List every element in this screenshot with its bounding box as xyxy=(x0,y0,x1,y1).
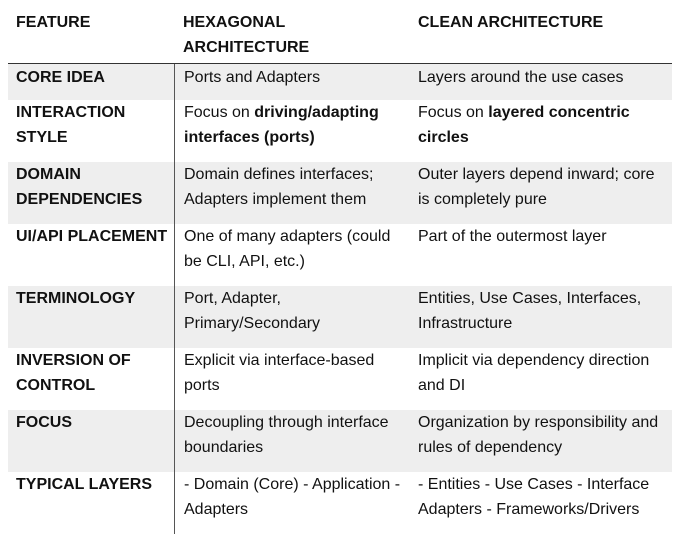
clean-cell: Part of the outermost layer xyxy=(418,228,607,245)
hexagonal-cell: - Domain (Core) - Application - Adapters xyxy=(174,472,409,534)
table-row xyxy=(8,410,672,472)
hexagonal-cell: Ports and Adapters xyxy=(174,64,409,100)
hexagonal-cell: Port, Adapter, Primary/Secondary xyxy=(174,286,409,348)
feature-cell: INVERSION OF CONTROL xyxy=(16,352,131,394)
clean-cell xyxy=(409,100,672,162)
clean-cell: Entities, Use Cases, Interfaces, Infrastructure xyxy=(418,290,642,332)
table-row xyxy=(8,64,672,100)
clean-cell: Outer layers depend inward; core is completely pure xyxy=(418,166,655,208)
table-row xyxy=(8,348,672,410)
clean-cell: - Entities - Use Cases - Interface Adapters - Frameworks/Drivers xyxy=(418,476,650,518)
feature-cell: TERMINOLOGY xyxy=(16,290,136,307)
feature-cell: FOCUS xyxy=(16,414,72,431)
table-row xyxy=(8,286,672,348)
hexagonal-cell-prefix: Focus on xyxy=(184,104,255,121)
feature-cell: INTERACTION STYLE xyxy=(16,104,126,146)
hexagonal-cell: Decoupling through interface boundaries xyxy=(174,410,409,472)
table-row xyxy=(8,224,672,286)
clean-cell: Layers around the use cases xyxy=(418,69,624,86)
feature-cell: CORE IDEA xyxy=(16,69,105,86)
table-header-row xyxy=(8,0,672,64)
clean-cell-emphasis: layered concentric circles xyxy=(418,104,630,146)
header-clean: CLEAN ARCHITECTURE xyxy=(418,14,604,31)
feature-cell: UI/API PLACEMENT xyxy=(16,228,168,245)
table-row xyxy=(8,162,672,224)
hexagonal-cell: Domain defines interfaces; Adapters implement them xyxy=(174,162,409,224)
feature-cell: TYPICAL LAYERS xyxy=(16,476,153,493)
header-hexagonal: HEXAGONAL ARCHITECTURE xyxy=(183,14,310,56)
hexagonal-cell-emphasis: driving/adapting interfaces (ports) xyxy=(184,104,379,146)
table-row xyxy=(8,472,672,534)
clean-cell-prefix: Focus on xyxy=(418,104,489,121)
table-row xyxy=(8,100,672,162)
header-feature: FEATURE xyxy=(16,14,91,31)
clean-cell: Implicit via dependency direction and DI xyxy=(418,352,650,394)
feature-cell: DOMAIN DEPENDENCIES xyxy=(16,166,143,208)
clean-cell: Organization by responsibility and rules of dependency xyxy=(418,414,659,456)
hexagonal-cell xyxy=(174,100,409,162)
hexagonal-cell: Explicit via interface-based ports xyxy=(174,348,409,410)
hexagonal-cell: One of many adapters (could be CLI, API, etc.) xyxy=(174,224,409,286)
